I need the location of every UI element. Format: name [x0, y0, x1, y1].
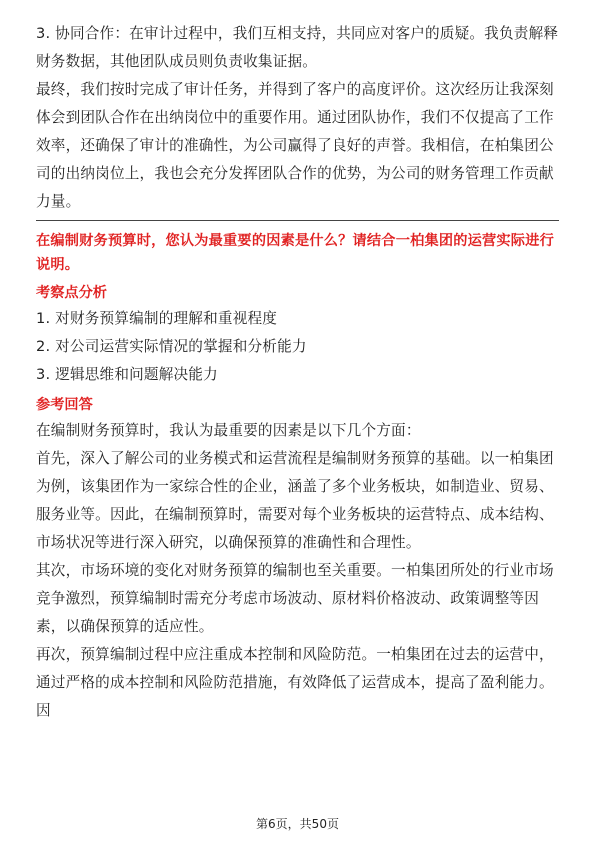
- paragraph-collaboration: 3. 协同合作：在审计过程中，我们互相支持，共同应对客户的质疑。我负责解释财务数据，其他团队成员则负责收集证据。: [36, 25, 559, 70]
- page-content: [36, 20, 559, 725]
- analysis-item: 3. 逻辑思维和问题解决能力: [36, 366, 218, 383]
- answer-paragraph-second: 其次，市场环境的变化对财务预算的编制也至关重要。一柏集团所处的行业市场竞争激烈，预算编制时需充分考虑市场波动、原材料价格波动、政策调整等因素，以确保预算的适应性。: [36, 562, 554, 635]
- question-text: 在编制财务预算时，您认为最重要的因素是什么？请结合一柏集团的运营实际进行说明。: [36, 233, 554, 273]
- answer-paragraph-third: 再次，预算编制过程中应注重成本控制和风险防范。一柏集团在过去的运营中，通过严格的成本控制和风险防范措施，有效降低了运营成本，提高了盈利能力。因: [36, 646, 554, 719]
- answer-paragraph-first: 首先，深入了解公司的业务模式和运营流程是编制财务预算的基础。以一柏集团为例，该集团作为一家综合性的企业，涵盖了多个业务板块，如制造业、贸易、服务业等。因此，在编制预算时，需要对每个业务板块的运营特点、成本结构、市场状况等进行深入研究，以确保预算的准确性和合理性。: [36, 450, 554, 551]
- answer-intro: 在编制财务预算时，我认为最重要的因素是以下几个方面：: [36, 422, 421, 439]
- analysis-item: 1. 对财务预算编制的理解和重视程度: [36, 310, 278, 327]
- page-number: 第6页，共50页: [256, 817, 339, 831]
- section-divider: [36, 220, 559, 221]
- answer-heading: 参考回答: [36, 397, 93, 413]
- analysis-item: 2. 对公司运营实际情况的掌握和分析能力: [36, 338, 307, 355]
- paragraph-conclusion: 最终，我们按时完成了审计任务，并得到了客户的高度评价。这次经历让我深刻体会到团队合作在出纳岗位中的重要作用。通过团队协作，我们不仅提高了工作效率，还确保了审计的准确性，为公司赢得了良好的声誉。我相信，在柏集团公司的出纳岗位上，我也会充分发挥团队合作的优势，为公司的财务管理工作贡献力量。: [36, 81, 554, 210]
- analysis-heading: 考察点分析: [36, 285, 107, 301]
